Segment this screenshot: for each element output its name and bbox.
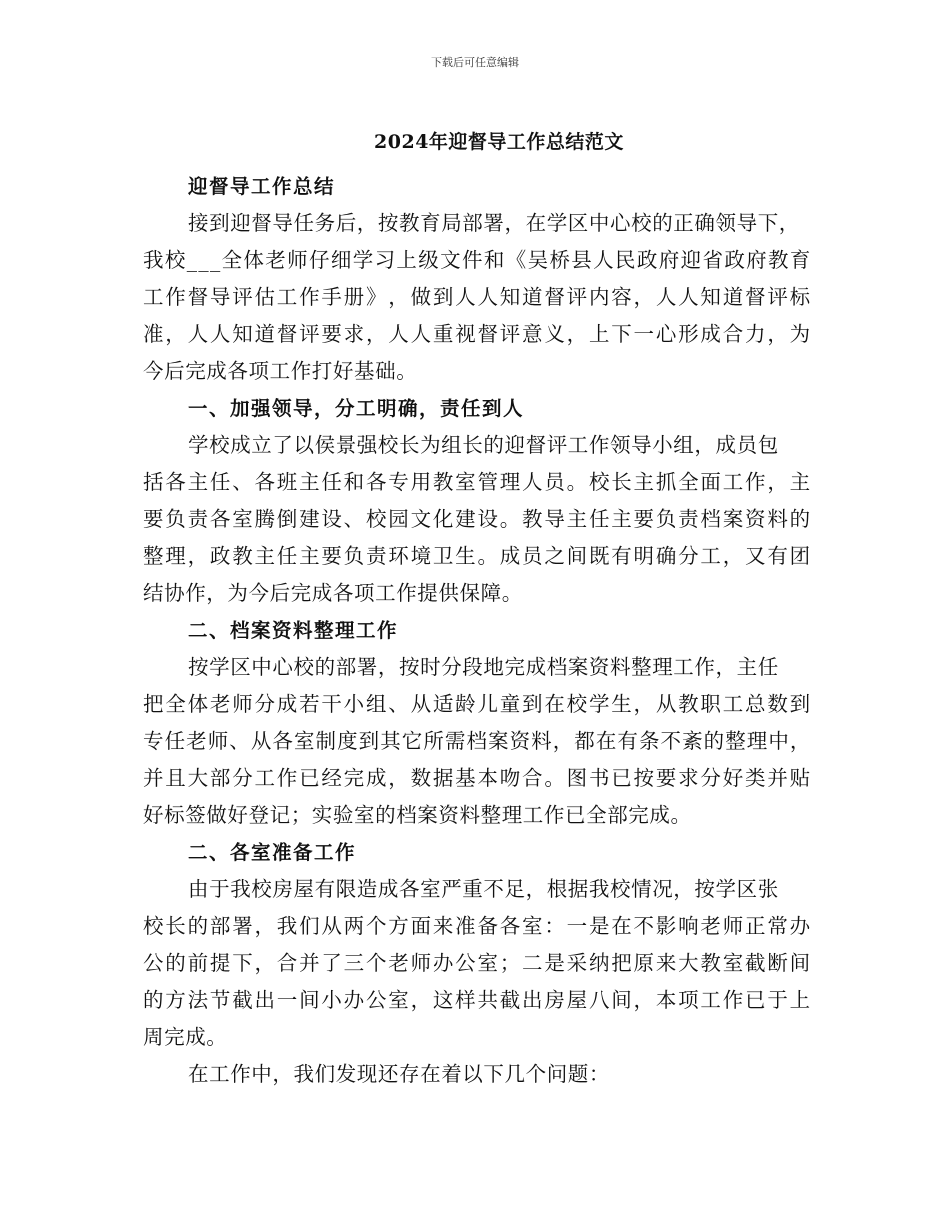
paragraph-line: 在工作中，我们发现还存在着以下几个问题： bbox=[188, 1062, 610, 1086]
paragraph-line: 我 校 _ _ _ 全 体 老 师 仔 细 学 习 上 级 文 件 和 《 吴 桥 县 人 民 政 府 迎 省 政 府 教 育 bbox=[143, 248, 811, 272]
paragraph-line: 公 的 前 提 下 ， 合 并 了 三 个 老 师 办 公 室 ； 二 是 采 纳 把 原 来 大 教 室 截 断 间 bbox=[143, 951, 811, 975]
section-heading: 一、加强领导，分工明确，责任到人 bbox=[188, 397, 525, 420]
paragraph-line: 学校成立了以侯景强校长为组长的迎督评工作领导小组，成员包 bbox=[188, 433, 779, 457]
paragraph-line: 工 作 督 导 评 估 工 作 手 册 》 ， 做 到 人 人 知 道 督 评 内 容 ， 人 人 知 道 督 评 标 bbox=[143, 285, 811, 309]
header-note: 下载后可任意编辑 bbox=[431, 56, 519, 69]
paragraph-line: 的 方 法 节 截 出 一 间 小 办 公 室 ， 这 样 共 截 出 房 屋 八 间 ， 本 项 工 作 已 于 上 bbox=[143, 988, 811, 1012]
paragraph-line: 按学区中心校的部署，按时分段地完成档案资料整理工作，主任 bbox=[188, 655, 779, 679]
section-heading: 二、各室准备工作 bbox=[188, 841, 357, 864]
paragraph-line: 结协作，为今后完成各项工作提供保障。 bbox=[143, 581, 523, 605]
paragraph-line: 由于我校房屋有限造成各室严重不足，根据我校情况，按学区张 bbox=[188, 877, 779, 901]
paragraph-line: 并 且 大 部 分 工 作 已 经 完 成 ， 数 据 基 本 吻 合 。 图 书 已 按 要 求 分 好 类 并 贴 bbox=[143, 766, 811, 790]
paragraph-line: 校 长 的 部 署 ， 我 们 从 两 个 方 面 来 准 备 各 室 ： 一 是 在 不 影 响 老 师 正 常 办 bbox=[143, 914, 811, 938]
document-title: 2024年迎督导工作总结范文 bbox=[374, 131, 624, 153]
paragraph-line: 括 各 主 任 、 各 班 主 任 和 各 专 用 教 室 管 理 人 员 。 校 长 主 抓 全 面 工 作 ， 主 bbox=[143, 470, 811, 494]
paragraph-line: 周完成。 bbox=[143, 1025, 228, 1049]
paragraph-line: 把 全 体 老 师 分 成 若 干 小 组 、 从 适 龄 儿 童 到 在 校 学 生 ， 从 教 职 工 总 数 到 bbox=[143, 692, 811, 716]
section-heading: 二、档案资料整理工作 bbox=[188, 619, 399, 642]
paragraph-line: 整 理 ， 政 教 主 任 主 要 负 责 环 境 卫 生 。 成 员 之 间 既 有 明 确 分 工 ， 又 有 团 bbox=[143, 544, 811, 568]
paragraph-line: 今后完成各项工作打好基础。 bbox=[143, 359, 418, 383]
paragraph-line: 好标签做好登记；实验室的档案资料整理工作已全部完成。 bbox=[143, 803, 692, 827]
paragraph-line: 准 ， 人 人 知 道 督 评 要 求 ， 人 人 重 视 督 评 意 义 ， 上 下 一 心 形 成 合 力 ， 为 bbox=[143, 322, 811, 346]
section-heading: 迎督导工作总结 bbox=[188, 175, 336, 198]
paragraph-line: 专 任 老 师 、 从 各 室 制 度 到 其 它 所 需 档 案 资 料 ， 都 在 有 条 不 紊 的 整 理 中 ， bbox=[143, 729, 811, 753]
paragraph-line: 要 负 责 各 室 腾 倒 建 设 、 校 园 文 化 建 设 。 教 导 主 任 主 要 负 责 档 案 资 料 的 bbox=[143, 507, 811, 531]
paragraph-line: 接到迎督导任务后，按教育局部署，在学区中心校的正确领导下， bbox=[188, 211, 800, 235]
document-body bbox=[143, 168, 811, 1093]
